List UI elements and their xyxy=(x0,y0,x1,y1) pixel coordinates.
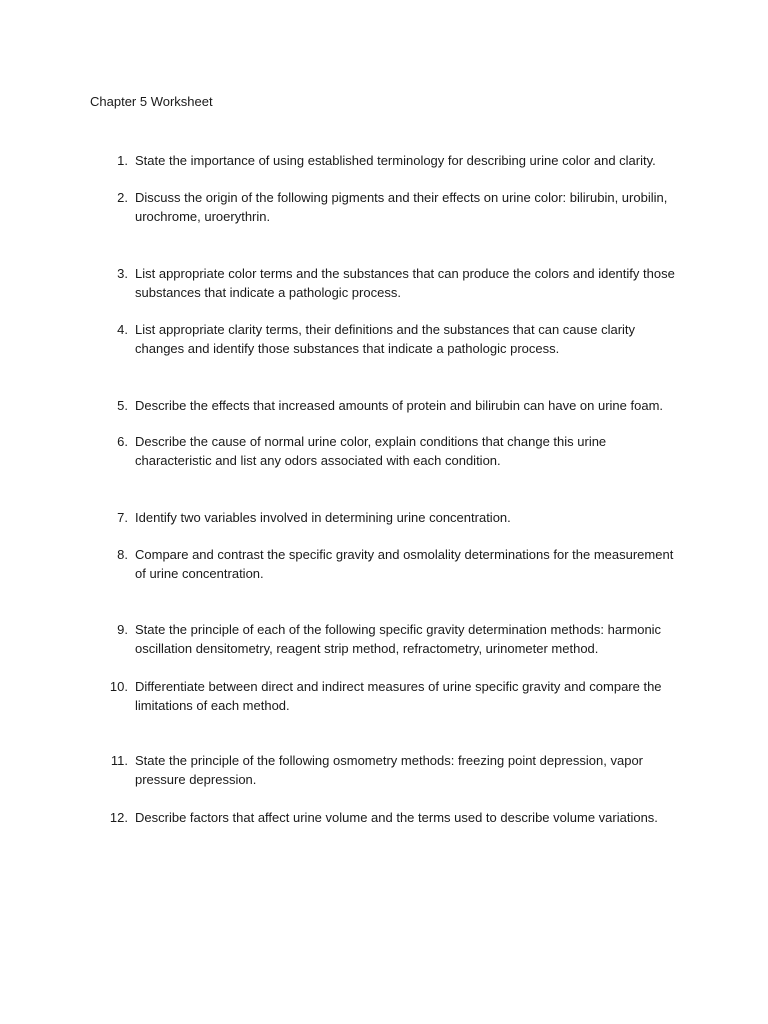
question-number: 4. xyxy=(117,322,128,337)
question-text: Describe the cause of normal urine color, explain conditions that change this urine characteristic and list any odors associated with each condition. xyxy=(135,434,607,468)
document-title: Chapter 5 Worksheet xyxy=(90,94,213,109)
question-number: 6. xyxy=(117,434,128,449)
question-number: 12. xyxy=(109,810,128,825)
question-number: 5. xyxy=(117,398,128,413)
question-text: List appropriate clarity terms, their definitions and the substances that can cause clarity changes and identify those substances that indicate a pathologic process. xyxy=(135,322,636,356)
question-number: 7. xyxy=(117,510,128,525)
question-text: Differentiate between direct and indirect measures of urine specific gravity and compare the limitations of each method. xyxy=(135,679,662,713)
question-text: State the principle of each of the following specific gravity determination methods: harmonic oscillation densitometry, reagent strip method, refractometry, urinometer method. xyxy=(135,622,662,656)
question-text: Describe factors that affect urine volume and the terms used to describe volume variations. xyxy=(135,810,658,825)
question-number: 2. xyxy=(117,190,128,205)
question-text: List appropriate color terms and the substances that can produce the colors and identify those substances that indicate a pathologic process. xyxy=(135,266,675,300)
question-text: Describe the effects that increased amounts of protein and bilirubin can have on urine foam. xyxy=(135,398,664,413)
question-number: 10. xyxy=(109,679,128,694)
question-text: Compare and contrast the specific gravity and osmolality determinations for the measurement of urine concentration. xyxy=(135,547,674,581)
question-text: Identify two variables involved in determining urine concentration. xyxy=(135,510,511,525)
question-text: Discuss the origin of the following pigments and their effects on urine color: bilirubin, urobilin, urochrome, uroerythrin. xyxy=(135,190,668,224)
question-text: State the importance of using established terminology for describing urine color and clarity. xyxy=(135,153,656,168)
question-number: 9. xyxy=(117,622,128,637)
question-text: State the principle of the following osmometry methods: freezing point depression, vapor pressure depression. xyxy=(135,753,643,787)
question-number: 3. xyxy=(117,266,128,281)
question-number: 1. xyxy=(117,153,128,168)
question-number: 8. xyxy=(117,547,128,562)
question-number: 11. xyxy=(110,753,128,768)
